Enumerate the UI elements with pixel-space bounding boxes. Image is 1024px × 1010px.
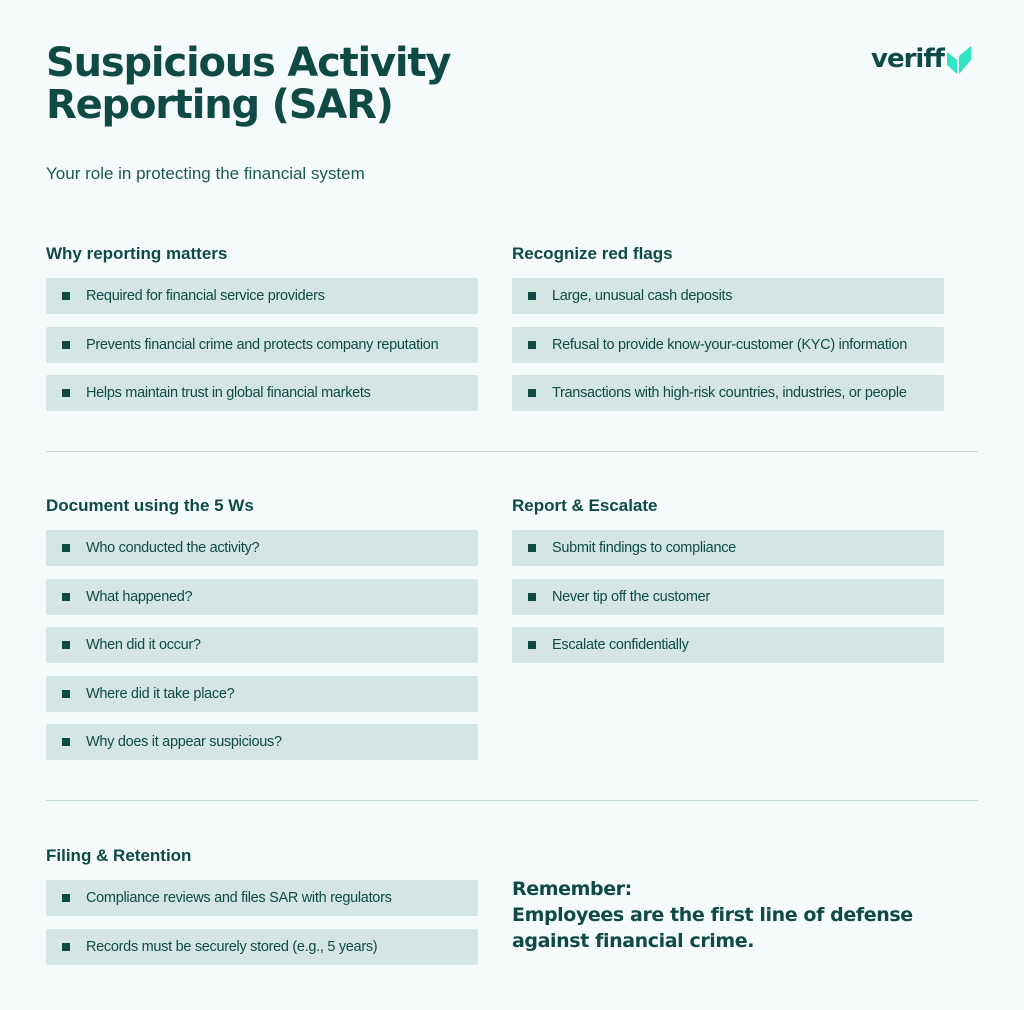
bullet-square-icon (62, 544, 70, 552)
bullet-square-icon (528, 641, 536, 649)
list-item (512, 327, 944, 363)
page-title: Suspicious Activity Reporting (SAR) (46, 40, 451, 128)
list-item (512, 278, 944, 314)
bullet-square-icon (62, 690, 70, 698)
veriff-logo (871, 44, 971, 74)
list-item-text: Helps maintain trust in global financial markets (86, 385, 371, 401)
logo-wordmark: veriff (871, 44, 944, 74)
bullet-square-icon (62, 292, 70, 300)
section-heading: Document using the 5 Ws (46, 496, 254, 515)
divider (46, 451, 978, 452)
bullet-square-icon (528, 544, 536, 552)
bullet-square-icon (528, 341, 536, 349)
section-heading: Filing & Retention (46, 846, 192, 865)
list-item-text: Never tip off the customer (552, 588, 710, 605)
section-heading: Recognize red flags (512, 244, 673, 263)
list-item (46, 530, 478, 566)
list-item-text: Records must be securely stored (e.g., 5 years) (86, 938, 378, 955)
section-why-reporting (46, 244, 478, 424)
veriff-check-icon (947, 44, 971, 74)
section-red-flags (512, 244, 944, 424)
list-item (46, 627, 478, 663)
list-item (46, 579, 478, 615)
divider (46, 800, 978, 801)
bullet-square-icon (62, 641, 70, 649)
list-item-text: Why does it appear suspicious? (86, 734, 282, 750)
section-heading: Report & Escalate (512, 496, 658, 515)
list-item (46, 929, 478, 965)
list-item-text: Who conducted the activity? (86, 540, 260, 556)
bullet-square-icon (62, 389, 70, 397)
list-item-text: Required for financial service providers (86, 288, 325, 304)
list-item-text: Large, unusual cash deposits (552, 288, 733, 304)
list-item (512, 627, 944, 663)
list-item-text: What happened? (86, 588, 193, 605)
list-item (46, 375, 478, 411)
bullet-square-icon (62, 894, 70, 902)
list-item (512, 375, 944, 411)
bullet-square-icon (62, 341, 70, 349)
bullet-square-icon (62, 943, 70, 951)
list-item (46, 880, 478, 916)
list-item-text: Compliance reviews and files SAR with regulators (86, 890, 392, 906)
remember-text: Employees are the first line of defense against financial crime. (512, 904, 913, 952)
list-item (512, 579, 944, 615)
list-item (46, 724, 478, 760)
list-item (512, 530, 944, 566)
list-item (46, 278, 478, 314)
section-report-escalate (512, 496, 944, 676)
section-filing-retention (46, 846, 478, 977)
remember-callout (512, 876, 932, 954)
page-subtitle: Your role in protecting the financial system (46, 164, 365, 183)
list-item-text: Transactions with high-risk countries, industries, or people (552, 385, 907, 401)
list-item (46, 676, 478, 712)
remember-label: Remember: (512, 878, 632, 900)
bullet-square-icon (528, 593, 536, 601)
bullet-square-icon (62, 738, 70, 746)
section-five-ws (46, 496, 478, 773)
bullet-square-icon (62, 593, 70, 601)
list-item-text: Refusal to provide know-your-customer (KYC) information (552, 336, 907, 353)
list-item-text: Submit findings to compliance (552, 540, 736, 556)
list-item-text: Prevents financial crime and protects company reputation (86, 336, 439, 353)
list-item-text: Where did it take place? (86, 685, 235, 702)
list-item-text: When did it occur? (86, 637, 201, 653)
list-item-text: Escalate confidentially (552, 637, 689, 653)
bullet-square-icon (528, 389, 536, 397)
section-heading: Why reporting matters (46, 244, 228, 263)
bullet-square-icon (528, 292, 536, 300)
list-item (46, 327, 478, 363)
